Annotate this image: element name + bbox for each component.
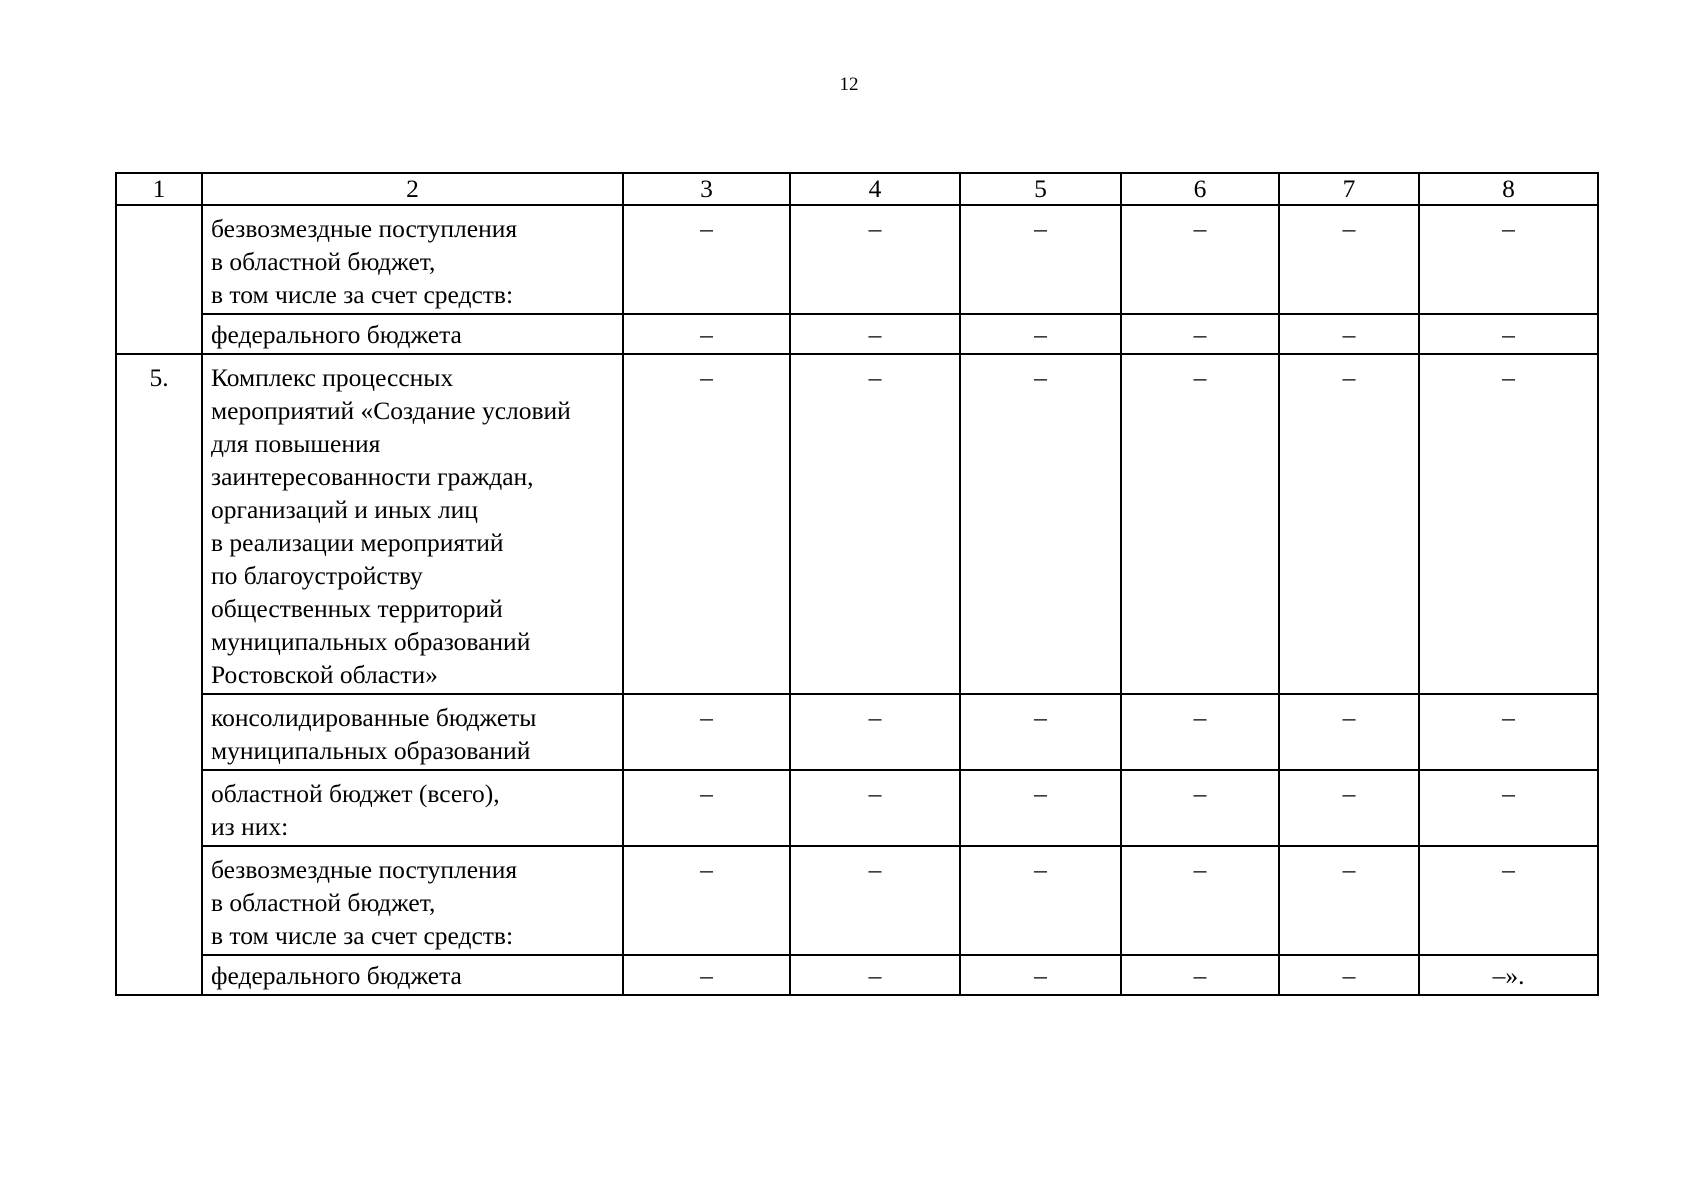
value-cell: – <box>623 314 790 354</box>
value-cell: – <box>1279 314 1419 354</box>
value-cell: – <box>1121 770 1279 846</box>
budget-table <box>115 172 1599 996</box>
page-number: 12 <box>839 74 859 95</box>
value-cell: – <box>790 205 960 314</box>
table-row <box>116 314 1598 354</box>
value-cell: – <box>623 694 790 770</box>
column-header: 6 <box>1121 173 1279 205</box>
value-cell: – <box>1121 205 1279 314</box>
value-cell: – <box>1419 354 1598 694</box>
row-name-cell: федерального бюджета <box>202 955 623 995</box>
value-cell: – <box>790 314 960 354</box>
table-header-row <box>116 173 1598 205</box>
column-header: 3 <box>623 173 790 205</box>
column-header: 8 <box>1419 173 1598 205</box>
value-cell: – <box>790 770 960 846</box>
value-cell: – <box>960 205 1121 314</box>
value-cell: – <box>623 205 790 314</box>
column-header: 4 <box>790 173 960 205</box>
value-cell: – <box>1121 354 1279 694</box>
value-cell: – <box>1121 846 1279 955</box>
value-cell: – <box>1121 955 1279 995</box>
value-cell: – <box>1279 770 1419 846</box>
table-row <box>116 846 1598 955</box>
row-name-cell: безвозмездные поступления в областной бюджет, в том числе за счет средств: <box>202 205 623 314</box>
value-cell: – <box>1419 694 1598 770</box>
value-cell: – <box>960 955 1121 995</box>
value-cell: – <box>960 354 1121 694</box>
value-cell: – <box>1279 846 1419 955</box>
value-cell: – <box>1121 694 1279 770</box>
column-header: 2 <box>202 173 623 205</box>
column-header: 7 <box>1279 173 1419 205</box>
row-name-cell: консолидированные бюджеты муниципальных образований <box>202 694 623 770</box>
value-cell: – <box>1279 205 1419 314</box>
row-number-cell: 5. <box>116 354 202 995</box>
row-name-cell: областной бюджет (всего), из них: <box>202 770 623 846</box>
row-number-cell <box>116 205 202 354</box>
value-cell: – <box>1279 955 1419 995</box>
row-name-cell: безвозмездные поступления в областной бюджет, в том числе за счет средств: <box>202 846 623 955</box>
value-cell: –». <box>1419 955 1598 995</box>
table-row <box>116 694 1598 770</box>
value-cell: – <box>1279 354 1419 694</box>
value-cell: – <box>623 846 790 955</box>
row-name-cell: Комплекс процессных мероприятий «Создание условий для повышения заинтересованности граждан, организаций и иных лиц в реализации мероприятий по благоустройству общественных территорий муниципальных образований Ростовской области» <box>202 354 623 694</box>
value-cell: – <box>790 694 960 770</box>
value-cell: – <box>623 770 790 846</box>
row-name-cell: федерального бюджета <box>202 314 623 354</box>
table-row <box>116 354 1598 694</box>
value-cell: – <box>960 770 1121 846</box>
value-cell: – <box>790 846 960 955</box>
value-cell: – <box>1419 205 1598 314</box>
value-cell: – <box>960 846 1121 955</box>
table-row <box>116 205 1598 314</box>
value-cell: – <box>790 955 960 995</box>
value-cell: – <box>1279 694 1419 770</box>
table-row <box>116 770 1598 846</box>
value-cell: – <box>1419 770 1598 846</box>
value-cell: – <box>790 354 960 694</box>
value-cell: – <box>1121 314 1279 354</box>
column-header: 1 <box>116 173 202 205</box>
value-cell: – <box>960 314 1121 354</box>
value-cell: – <box>623 955 790 995</box>
column-header: 5 <box>960 173 1121 205</box>
value-cell: – <box>1419 846 1598 955</box>
value-cell: – <box>1419 314 1598 354</box>
value-cell: – <box>960 694 1121 770</box>
table-row <box>116 955 1598 995</box>
value-cell: – <box>623 354 790 694</box>
